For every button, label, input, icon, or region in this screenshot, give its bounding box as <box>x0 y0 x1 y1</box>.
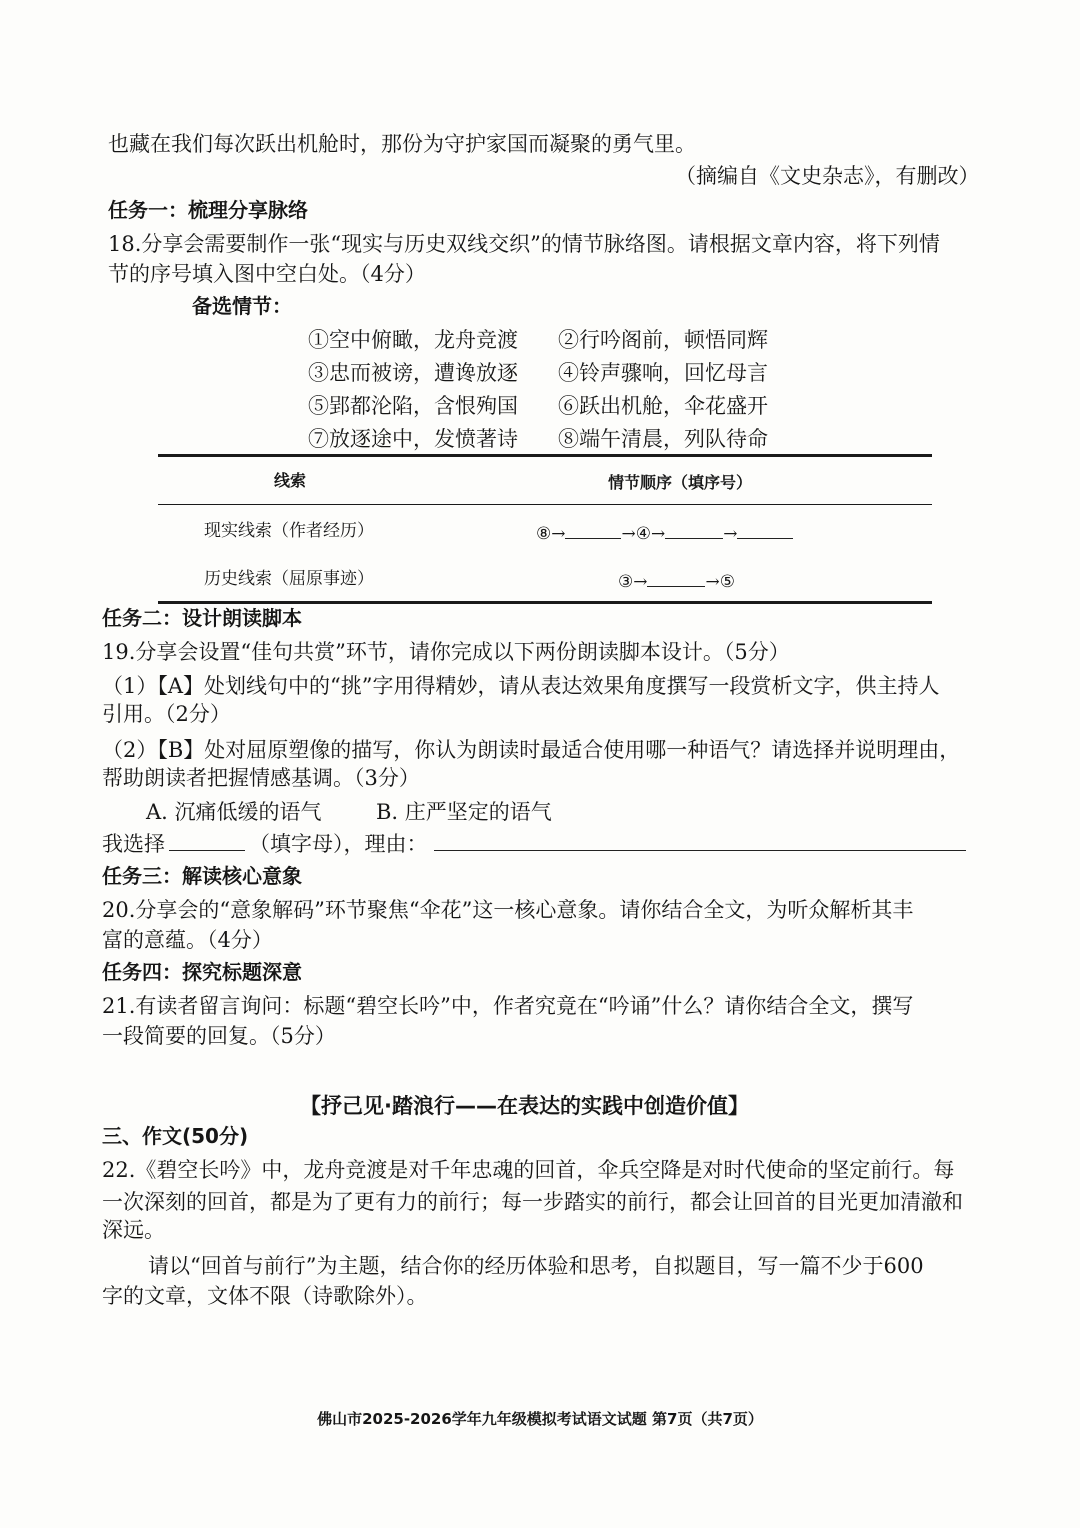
row-reality-label: 现实线索（作者经历） <box>204 521 374 541</box>
option-b: B. 庄严坚定的语气 <box>376 800 552 824</box>
option-a: A. 沉痛低缓的语气 <box>146 800 322 824</box>
option-item: ④铃声骤响，回忆母言 <box>558 360 768 385</box>
q18-line2: 节的序号填入图中空白处。（4分） <box>108 262 426 286</box>
row-history-sequence <box>618 568 735 592</box>
seq-text: ③→ <box>618 572 648 592</box>
q19-1-line1: （1）【A】处划线句中的“挑”字用得精妙，请从表达效果角度撰写一段赏析文字，供主持人 <box>102 674 940 698</box>
q20-line2: 富的意蕴。（4分） <box>102 928 273 952</box>
answer-blank[interactable] <box>565 520 621 539</box>
passage-last-line: 也藏在我们每次跃出机舱时，那份为守护家国而凝聚的勇气里。 <box>108 132 696 156</box>
seq-text: →⑤ <box>705 572 735 592</box>
option-item: ③忠而被谤，遭谗放逐 <box>308 360 518 385</box>
q18-line1: 18.分享会需要制作一张“现实与历史双线交织”的情节脉络图。请根据文章内容，将下列情 <box>108 232 940 256</box>
q20-line1: 20.分享会的“意象解码”环节聚焦“伞花”这一核心意象。请你结合全文，为听众解析其丰 <box>102 898 914 922</box>
plot-timeline-table <box>158 454 932 604</box>
essay-prompt-line2: 字的文章，文体不限（诗歌除外）。 <box>102 1284 428 1308</box>
source-citation: （摘编自《文史杂志》，有删改） <box>675 164 980 188</box>
choose-label: 我选择 <box>102 832 165 856</box>
option-item: ⑥跃出机舱，伞花盛开 <box>558 393 768 418</box>
seq-text: →④→ <box>621 524 666 544</box>
option-item: ⑤郢都沦陷，含恨殉国 <box>308 393 518 418</box>
q19-1-line2: 引用。（2分） <box>102 702 231 726</box>
q19-2-line2: 帮助朗读者把握情感基调。（3分） <box>102 766 420 790</box>
seq-text: ⑧→ <box>536 524 566 544</box>
table-top-rule <box>158 454 932 457</box>
q22-line3: 深远。 <box>102 1218 165 1242</box>
option-item: ⑧端午清晨，列队待命 <box>558 426 768 451</box>
essay-prompt-line1: 请以“回首与前行”为主题，结合你的经历体验和思考，自拟题目，写一篇不少于600 <box>148 1254 924 1278</box>
table-header-rule <box>158 504 932 505</box>
row-reality-sequence <box>536 520 793 544</box>
letter-blank[interactable] <box>169 832 245 851</box>
page-footer: 佛山市2025-2026学年九年级模拟考试语文试题 第7页（共7页） <box>317 1410 763 1428</box>
header-order: 情节顺序（填序号） <box>608 473 753 492</box>
reason-blank[interactable] <box>434 832 966 851</box>
q22-line1: 22.《碧空长吟》中，龙舟竞渡是对千年忠魂的回首，伞兵空降是对时代使命的坚定前行。每 <box>102 1158 955 1182</box>
answer-blank[interactable] <box>665 520 723 539</box>
reason-label: （填字母），理由： <box>249 832 428 856</box>
task3-heading: 任务三：解读核心意象 <box>102 864 302 888</box>
row-history-label: 历史线索（屈原事迹） <box>204 569 374 589</box>
answer-blank[interactable] <box>737 520 793 539</box>
header-clue: 线索 <box>274 471 307 490</box>
essay-section-heading: 三、作文(50分) <box>102 1124 249 1148</box>
q21-line1: 21.有读者留言询问：标题“碧空长吟”中，作者究竟在“吟诵”什么？请你结合全文，撰写 <box>102 994 914 1018</box>
option-row <box>308 421 808 454</box>
seq-text: → <box>723 524 738 544</box>
option-item: ⑦放逐途中，发愤著诗 <box>308 426 518 451</box>
q19: 19.分享会设置“佳句共赏”环节，请你完成以下两份朗读脚本设计。（5分） <box>102 640 790 664</box>
task2-heading: 任务二：设计朗读脚本 <box>102 606 302 630</box>
task1-heading: 任务一：梳理分享脉络 <box>108 198 308 222</box>
options-title: 备选情节： <box>192 294 292 318</box>
option-row <box>308 355 808 388</box>
option-row <box>308 322 808 355</box>
plot-options <box>308 322 808 454</box>
task4-heading: 任务四：探究标题深意 <box>102 960 302 984</box>
choice-line <box>102 830 966 858</box>
option-item: ②行吟阁前，顿悟同辉 <box>558 327 768 352</box>
q21-line2: 一段简要的回复。（5分） <box>102 1024 336 1048</box>
option-row <box>308 388 808 421</box>
q22-line2: 一次深刻的回首，都是为了更有力的前行；每一步踏实的前行，都会让回首的目光更加清澈和 <box>102 1190 963 1214</box>
q19-2-line1: （2）【B】处对屈原塑像的描写，你认为朗读时最适合使用哪一种语气？请选择并说明理由， <box>102 738 961 762</box>
answer-blank[interactable] <box>647 568 705 587</box>
section-banner: 【抒己见·踏浪行——在表达的实践中创造价值】 <box>300 1094 749 1118</box>
option-item: ①空中俯瞰，龙舟竞渡 <box>308 327 518 352</box>
